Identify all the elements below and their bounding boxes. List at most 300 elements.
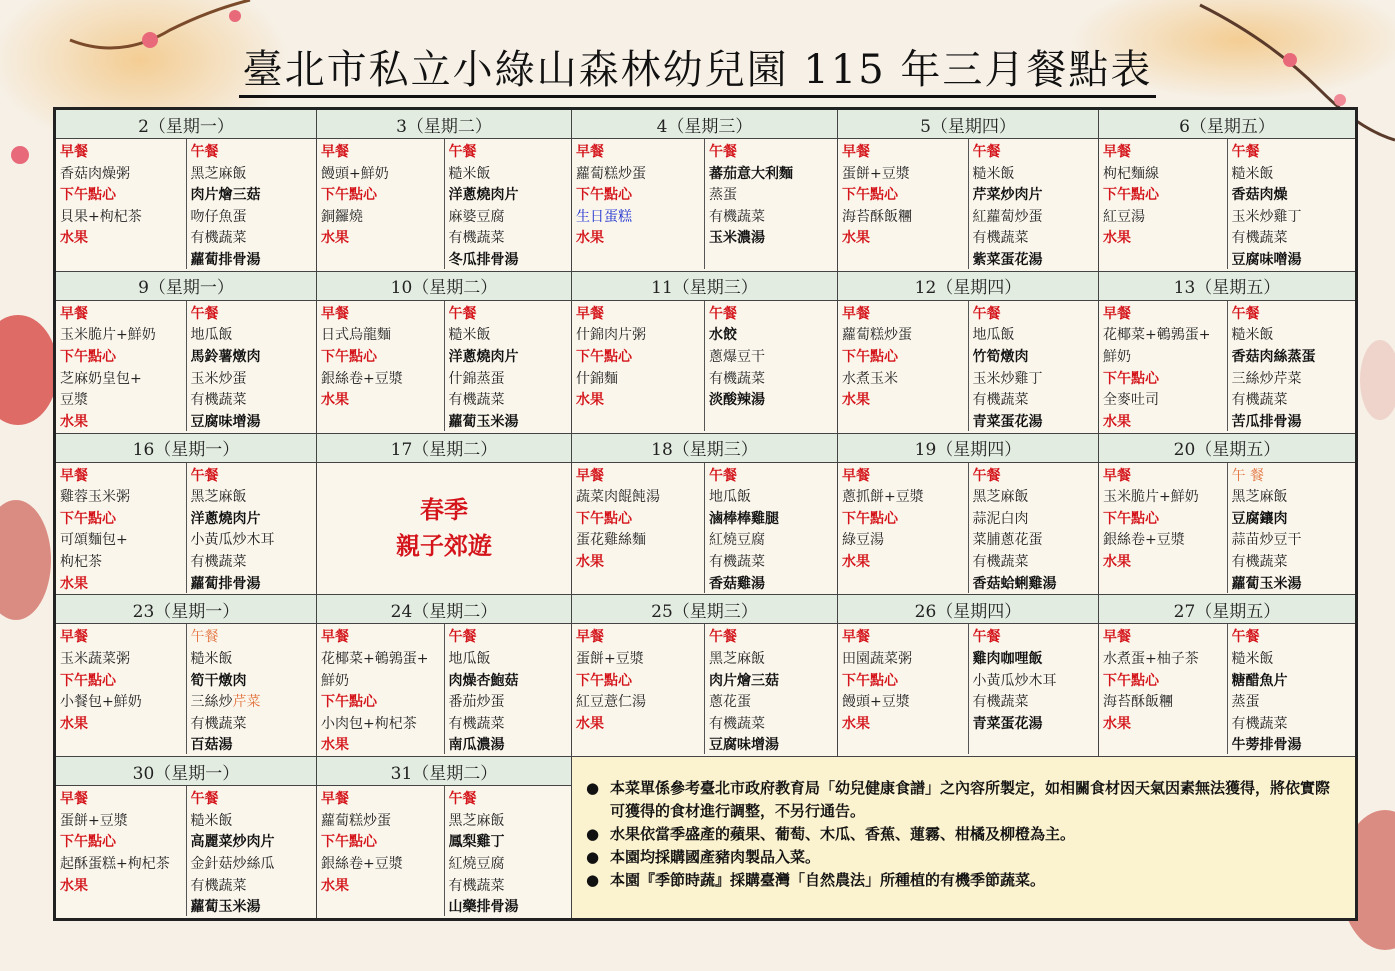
week-header-row <box>55 433 1357 462</box>
menu-item: 糙米飯 <box>1231 327 1274 344</box>
menu-item: 黑芝麻飯 <box>448 812 505 829</box>
menu-item: 水果 <box>842 392 870 409</box>
menu-item: 午餐 <box>190 305 219 322</box>
breakfast-snack-column <box>56 786 187 916</box>
day-header: 9（星期一） <box>55 271 317 300</box>
breakfast-snack-column <box>1099 624 1228 754</box>
menu-item: 水果 <box>60 413 88 430</box>
bullet-icon: ● <box>586 871 600 890</box>
menu-item: 午餐 <box>190 791 219 808</box>
day-menu-cell <box>572 139 838 272</box>
menu-item: 洋蔥燒肉片 <box>448 348 519 365</box>
day-header: 27（星期五） <box>1099 595 1357 624</box>
menu-item: 紅蘿蔔炒蛋 <box>972 208 1043 225</box>
menu-item: 豆腐味增湯 <box>709 737 779 754</box>
day-menu-cell <box>317 462 572 595</box>
menu-item: 菜脯蔥花蛋 <box>972 532 1043 549</box>
menu-item: 水果 <box>842 715 870 732</box>
menu-item: 水果 <box>842 230 870 247</box>
menu-item: 全麥吐司 <box>1103 392 1159 409</box>
menu-item: 銀絲卷+豆漿 <box>1103 532 1185 549</box>
menu-item: 下午點心 <box>1103 510 1159 527</box>
lunch-column <box>445 139 572 269</box>
menu-calendar-table <box>53 107 1358 921</box>
menu-item: 小肉包+枸杞茶 <box>321 715 417 732</box>
menu-item: 有機蔬菜 <box>972 230 1029 247</box>
menu-item: 蛋餅+豆漿 <box>842 165 910 182</box>
event-label: 春季 <box>420 494 468 524</box>
menu-item: 午餐 <box>190 144 219 160</box>
menu-item: 有機蔬菜 <box>709 553 765 570</box>
menu-item: 下午點心 <box>60 510 116 527</box>
breakfast-snack-column <box>572 301 705 431</box>
lunch-column <box>705 463 837 593</box>
menu-item: 百菇湯 <box>190 737 233 754</box>
menu-item: 蘿蔔糕炒蛋 <box>321 812 391 829</box>
menu-item: 枸杞茶 <box>60 553 102 570</box>
menu-item: 饅頭+鮮奶 <box>321 165 389 182</box>
menu-item: 下午點心 <box>321 187 377 204</box>
menu-item: 有機蔬菜 <box>448 877 505 894</box>
menu-item: 高麗菜炒肉片 <box>190 834 275 851</box>
menu-item: 水果 <box>60 715 88 732</box>
day-menu-cell <box>1099 462 1357 595</box>
breakfast-snack-column <box>56 139 187 269</box>
menu-item: 早餐 <box>60 791 88 808</box>
event-spring-outing <box>317 463 571 593</box>
menu-item: 午餐 <box>190 467 219 484</box>
menu-item: 午 餐 <box>1231 467 1264 484</box>
menu-item: 午餐 <box>1231 305 1260 322</box>
menu-item: 有機蔬菜 <box>1231 230 1288 247</box>
lunch-column <box>969 139 1099 269</box>
menu-item: 鳳梨雞丁 <box>448 834 505 851</box>
day-menu-cell <box>1099 624 1357 757</box>
menu-item: 綠豆湯 <box>842 532 884 549</box>
menu-item: 地瓜飯 <box>972 327 1015 344</box>
menu-item: 早餐 <box>1103 467 1131 484</box>
menu-item: 水果 <box>60 877 88 894</box>
day-menu-cell <box>317 139 572 272</box>
week-menu-row <box>55 624 1357 757</box>
menu-item: 黑芝麻飯 <box>1231 489 1288 506</box>
lunch-column <box>445 301 572 431</box>
day-header: 12（星期四） <box>838 271 1099 300</box>
menu-item: 糙米飯 <box>190 650 233 667</box>
lunch-column <box>1228 624 1356 754</box>
day-header: 10（星期二） <box>317 271 572 300</box>
menu-item: 地瓜飯 <box>709 489 751 506</box>
lunch-column <box>1228 301 1356 431</box>
menu-item: 玉米蔬菜粥 <box>60 650 130 667</box>
menu-item: 香菇肉燥粥 <box>60 165 130 182</box>
menu-item: 花椰菜+鵪鶉蛋+ <box>321 650 429 667</box>
menu-item: 地瓜飯 <box>448 650 491 667</box>
menu-item: 早餐 <box>321 629 349 646</box>
lunch-column <box>187 463 317 593</box>
menu-item: 早餐 <box>60 467 88 484</box>
menu-item: 午餐 <box>972 144 1001 160</box>
menu-item: 蔥爆豆干 <box>709 348 765 365</box>
menu-item: 水果 <box>60 575 88 592</box>
menu-item: 香菇雞湯 <box>709 575 765 592</box>
menu-item: 午餐 <box>190 629 219 646</box>
day-header: 6（星期五） <box>1099 109 1357 139</box>
week-header-row <box>55 595 1357 624</box>
menu-item: 早餐 <box>60 144 88 160</box>
menu-item: 肉片燴三菇 <box>709 672 779 689</box>
menu-item: 有機蔬菜 <box>190 553 247 570</box>
day-header: 23（星期一） <box>55 595 317 624</box>
note-item <box>586 846 1341 869</box>
menu-item: 早餐 <box>576 144 604 160</box>
day-header: 20（星期五） <box>1099 433 1357 462</box>
menu-item: 早餐 <box>576 467 604 484</box>
lunch-column <box>969 624 1099 754</box>
menu-item: 麻婆豆腐 <box>448 208 505 225</box>
event-label: 親子郊遊 <box>396 530 492 560</box>
lunch-column <box>1228 463 1356 593</box>
menu-item: 山藥排骨湯 <box>448 899 519 916</box>
menu-item: 有機蔬菜 <box>448 392 505 409</box>
day-menu-cell <box>1099 139 1357 272</box>
day-menu-cell <box>55 139 317 272</box>
breakfast-snack-column <box>838 463 969 593</box>
menu-item: 有機蔬菜 <box>1231 715 1288 732</box>
menu-item: 青菜蛋花湯 <box>972 413 1043 430</box>
note-item <box>586 869 1341 892</box>
day-header: 16（星期一） <box>55 433 317 462</box>
day-header: 17（星期二） <box>317 433 572 462</box>
menu-item: 三絲炒芹菜 <box>190 694 261 711</box>
menu-item: 水果 <box>1103 413 1131 430</box>
menu-item: 早餐 <box>321 305 349 322</box>
week-menu-row <box>55 139 1357 272</box>
menu-item: 生日蛋糕 <box>576 208 632 225</box>
lunch-column <box>705 624 837 754</box>
menu-item: 南瓜濃湯 <box>448 737 505 754</box>
menu-item: 三絲炒芹菜 <box>1231 370 1302 387</box>
menu-item: 什錦麵 <box>576 370 618 387</box>
menu-item: 蒜苗炒豆干 <box>1231 532 1302 549</box>
day-menu-cell <box>55 624 317 757</box>
menu-item: 馬鈴薯燉肉 <box>190 348 261 365</box>
notes-panel <box>572 757 1357 920</box>
menu-item: 蛋花雞絲麵 <box>576 532 646 549</box>
menu-item: 有機蔬菜 <box>972 392 1029 409</box>
day-header: 31（星期二） <box>317 757 572 786</box>
menu-item: 黑芝麻飯 <box>190 489 247 506</box>
day-header: 2（星期一） <box>55 109 317 139</box>
menu-item: 早餐 <box>842 629 870 646</box>
day-header: 19（星期四） <box>838 433 1099 462</box>
day-menu-cell <box>838 462 1099 595</box>
menu-item: 早餐 <box>576 629 604 646</box>
menu-item: 雞肉咖哩飯 <box>972 650 1043 667</box>
menu-item: 午餐 <box>1231 144 1260 160</box>
menu-item: 糙米飯 <box>1231 650 1274 667</box>
menu-item: 早餐 <box>842 305 870 322</box>
menu-item: 水果 <box>321 877 349 894</box>
menu-item: 銅鑼燒 <box>321 208 363 225</box>
menu-item: 苦瓜排骨湯 <box>1231 413 1302 430</box>
menu-item: 午餐 <box>709 467 737 484</box>
note-text: 水果依當季盛產的蘋果、葡萄、木瓜、香蕉、蓮霧、柑橘及柳橙為主。 <box>610 825 1076 844</box>
note-text: 本菜單係參考臺北市政府教育局「幼兒健康食譜」之內容所製定，如相關食材因天氣因素無法獲得，將依實際可獲得的食材進行調整，不另行通告。 <box>610 779 1331 821</box>
menu-item: 玉米炒雞丁 <box>1231 208 1302 225</box>
menu-item: 下午點心 <box>321 694 377 711</box>
menu-item: 午餐 <box>448 305 477 322</box>
day-header: 18（星期三） <box>572 433 838 462</box>
menu-item: 水果 <box>576 715 604 732</box>
menu-item: 蛋餅+豆漿 <box>60 812 128 829</box>
menu-item: 水果 <box>1103 553 1131 570</box>
menu-item: 早餐 <box>60 305 88 322</box>
breakfast-snack-column <box>838 139 969 269</box>
menu-item: 竹筍燉肉 <box>972 348 1029 365</box>
menu-item: 紅燒豆腐 <box>709 532 765 549</box>
menu-item: 番茄炒蛋 <box>448 694 505 711</box>
lunch-column <box>1228 139 1356 269</box>
menu-item: 海苔酥飯糰 <box>1103 694 1173 711</box>
menu-item: 糙米飯 <box>190 812 233 829</box>
menu-item: 蘿蔔玉米湯 <box>1231 575 1302 592</box>
day-menu-cell <box>572 462 838 595</box>
lunch-column <box>705 139 837 269</box>
menu-item: 早餐 <box>1103 144 1131 160</box>
menu-item: 蔥花蛋 <box>709 694 751 711</box>
menu-item: 蘿蔔糕炒蛋 <box>576 165 646 182</box>
menu-item: 下午點心 <box>1103 672 1159 689</box>
menu-item: 水果 <box>576 553 604 570</box>
menu-item: 黑芝麻飯 <box>190 165 247 182</box>
menu-item: 小餐包+鮮奶 <box>60 694 142 711</box>
menu-item: 香菇肉燥 <box>1231 187 1288 204</box>
lunch-column <box>187 301 317 431</box>
menu-item: 蒜泥白肉 <box>972 510 1029 527</box>
bullet-icon: ● <box>586 825 600 844</box>
menu-item: 小黃瓜炒木耳 <box>972 672 1057 689</box>
menu-item: 日式烏龍麵 <box>321 327 391 344</box>
day-header: 26（星期四） <box>838 595 1099 624</box>
menu-item: 什錦蒸蛋 <box>448 370 505 387</box>
menu-item: 早餐 <box>842 467 870 484</box>
lunch-column <box>969 301 1099 431</box>
week-header-row <box>55 109 1357 139</box>
menu-item: 下午點心 <box>842 672 898 689</box>
week-menu-row <box>55 462 1357 595</box>
menu-item: 水煮蛋+柚子茶 <box>1103 650 1199 667</box>
menu-item: 銀絲卷+豆漿 <box>321 855 403 872</box>
lunch-column <box>705 301 837 431</box>
note-item <box>586 823 1341 846</box>
bullet-icon: ● <box>586 848 600 867</box>
menu-item: 貝果+枸杞茶 <box>60 208 142 225</box>
menu-item: 蔥抓餅+豆漿 <box>842 489 924 506</box>
menu-item: 水果 <box>576 392 604 409</box>
day-header: 30（星期一） <box>55 757 317 786</box>
menu-item: 淡酸辣湯 <box>709 392 765 409</box>
menu-item: 玉米炒蛋 <box>190 370 247 387</box>
menu-item: 可頌麵包+ <box>60 532 128 549</box>
breakfast-snack-column <box>1099 301 1228 431</box>
menu-item: 蒸蛋 <box>709 187 737 204</box>
menu-item: 下午點心 <box>1103 187 1159 204</box>
breakfast-snack-column <box>838 301 969 431</box>
menu-item: 午餐 <box>709 629 737 646</box>
menu-item: 枸杞麵線 <box>1103 165 1159 182</box>
menu-item: 下午點心 <box>321 834 377 851</box>
menu-item: 鮮奶 <box>321 672 349 689</box>
day-menu-cell <box>55 786 317 920</box>
lunch-column <box>445 786 572 916</box>
menu-item: 下午點心 <box>842 510 898 527</box>
breakfast-snack-column <box>56 463 187 593</box>
week-menu-row <box>55 300 1357 433</box>
menu-item: 金針菇炒絲瓜 <box>190 855 275 872</box>
note-text: 本園『季節時蔬』採購臺灣「自然農法」所種植的有機季節蔬菜。 <box>610 871 1046 890</box>
menu-item: 花椰菜+鵪鶉蛋+ <box>1103 327 1211 344</box>
breakfast-snack-column <box>838 624 969 754</box>
menu-item: 肉片燴三菇 <box>190 187 261 204</box>
menu-item: 午餐 <box>709 144 737 160</box>
day-menu-cell <box>838 624 1099 757</box>
menu-item: 水果 <box>321 230 349 247</box>
menu-item: 黑芝麻飯 <box>709 650 765 667</box>
menu-item: 水果 <box>1103 715 1131 732</box>
breakfast-snack-column <box>1099 139 1228 269</box>
menu-item: 蒸蛋 <box>1231 694 1260 711</box>
menu-item: 雞蓉玉米粥 <box>60 489 130 506</box>
menu-item: 香菇蛤蜊雞湯 <box>972 575 1057 592</box>
breakfast-snack-column <box>317 786 445 916</box>
menu-item: 有機蔬菜 <box>972 694 1029 711</box>
breakfast-snack-column <box>317 624 445 754</box>
bullet-icon: ● <box>586 779 600 798</box>
menu-item: 有機蔬菜 <box>190 392 247 409</box>
breakfast-snack-column <box>572 463 705 593</box>
breakfast-snack-column <box>56 624 187 754</box>
menu-item: 滷棒棒雞腿 <box>709 510 779 527</box>
menu-item: 芹菜炒肉片 <box>972 187 1043 204</box>
menu-item: 豆腐味增湯 <box>190 413 261 430</box>
menu-item: 豆腐鑲肉 <box>1231 510 1288 527</box>
menu-item: 玉米脆片+鮮奶 <box>1103 489 1199 506</box>
menu-item: 蘿蔔糕炒蛋 <box>842 327 912 344</box>
menu-item: 下午點心 <box>842 348 898 365</box>
week-header-row <box>55 271 1357 300</box>
menu-item: 肉燥杏鮑菇 <box>448 672 519 689</box>
menu-item: 有機蔬菜 <box>709 370 765 387</box>
day-menu-cell <box>317 786 572 920</box>
menu-item: 蘿蔔排骨湯 <box>190 575 261 592</box>
day-header: 24（星期二） <box>317 595 572 624</box>
menu-item: 有機蔬菜 <box>448 230 505 247</box>
menu-item: 紅燒豆腐 <box>448 855 505 872</box>
menu-item: 鮮奶 <box>1103 348 1131 365</box>
menu-item: 午餐 <box>1231 629 1260 646</box>
menu-item: 下午點心 <box>576 348 632 365</box>
menu-item: 下午點心 <box>576 187 632 204</box>
menu-item: 有機蔬菜 <box>972 553 1029 570</box>
menu-item: 下午點心 <box>60 187 116 204</box>
week-header-row <box>55 757 1357 786</box>
menu-item: 有機蔬菜 <box>448 715 505 732</box>
breakfast-snack-column <box>572 139 705 269</box>
menu-item: 早餐 <box>60 629 88 646</box>
day-header: 25（星期三） <box>572 595 838 624</box>
day-menu-cell <box>838 300 1099 433</box>
day-menu-cell <box>572 624 838 757</box>
day-menu-cell <box>55 300 317 433</box>
breakfast-snack-column <box>572 624 705 754</box>
menu-item: 糙米飯 <box>448 327 491 344</box>
breakfast-snack-column <box>56 301 187 431</box>
menu-item: 糙米飯 <box>448 165 491 182</box>
menu-item: 下午點心 <box>576 672 632 689</box>
lunch-column <box>969 463 1099 593</box>
menu-item: 蘿蔔玉米湯 <box>190 899 261 916</box>
menu-item: 有機蔬菜 <box>1231 553 1288 570</box>
menu-item: 有機蔬菜 <box>709 208 765 225</box>
menu-item: 玉米脆片+鮮奶 <box>60 327 156 344</box>
menu-item: 水果 <box>1103 230 1131 247</box>
menu-item: 起酥蛋糕+枸杞茶 <box>60 855 170 872</box>
menu-item: 下午點心 <box>60 348 116 365</box>
menu-item: 早餐 <box>842 144 870 160</box>
day-header: 4（星期三） <box>572 109 838 139</box>
menu-item: 有機蔬菜 <box>190 715 247 732</box>
menu-item: 冬瓜排骨湯 <box>448 251 519 268</box>
day-menu-cell <box>55 462 317 595</box>
menu-item: 玉米炒雞丁 <box>972 370 1043 387</box>
day-menu-cell <box>572 300 838 433</box>
day-header: 5（星期四） <box>838 109 1099 139</box>
menu-item: 水果 <box>321 737 349 754</box>
menu-item: 地瓜飯 <box>190 327 233 344</box>
menu-item: 吻仔魚蛋 <box>190 208 247 225</box>
menu-item: 蛋餅+豆漿 <box>576 650 644 667</box>
day-menu-cell <box>317 300 572 433</box>
menu-item: 小黃瓜炒木耳 <box>190 532 275 549</box>
note-item <box>586 777 1341 823</box>
menu-item: 饅頭+豆漿 <box>842 694 910 711</box>
menu-item: 芝麻奶皇包+ <box>60 370 142 387</box>
menu-item: 青菜蛋花湯 <box>972 715 1043 732</box>
menu-item: 糙米飯 <box>1231 165 1274 182</box>
breakfast-snack-column <box>317 301 445 431</box>
menu-item: 牛蒡排骨湯 <box>1231 737 1302 754</box>
menu-item: 午餐 <box>972 305 1001 322</box>
menu-item: 糖醋魚片 <box>1231 672 1288 689</box>
menu-item: 銀絲卷+豆漿 <box>321 370 403 387</box>
menu-item: 筍干燉肉 <box>190 672 247 689</box>
menu-item: 香菇肉絲蒸蛋 <box>1231 348 1316 365</box>
menu-item: 蔬菜肉餛飩湯 <box>576 489 660 506</box>
menu-item: 下午點心 <box>576 510 632 527</box>
menu-item: 早餐 <box>321 791 349 808</box>
menu-item: 午餐 <box>972 629 1001 646</box>
menu-item: 午餐 <box>448 629 477 646</box>
day-header: 13（星期五） <box>1099 271 1357 300</box>
menu-item: 豆腐味噌湯 <box>1231 251 1302 268</box>
menu-item: 蘿蔔排骨湯 <box>190 251 261 268</box>
menu-item: 黑芝麻飯 <box>972 489 1029 506</box>
menu-item: 紅豆薏仁湯 <box>576 694 646 711</box>
menu-item: 洋蔥燒肉片 <box>448 187 519 204</box>
lunch-column <box>187 624 317 754</box>
menu-item: 下午點心 <box>60 672 116 689</box>
